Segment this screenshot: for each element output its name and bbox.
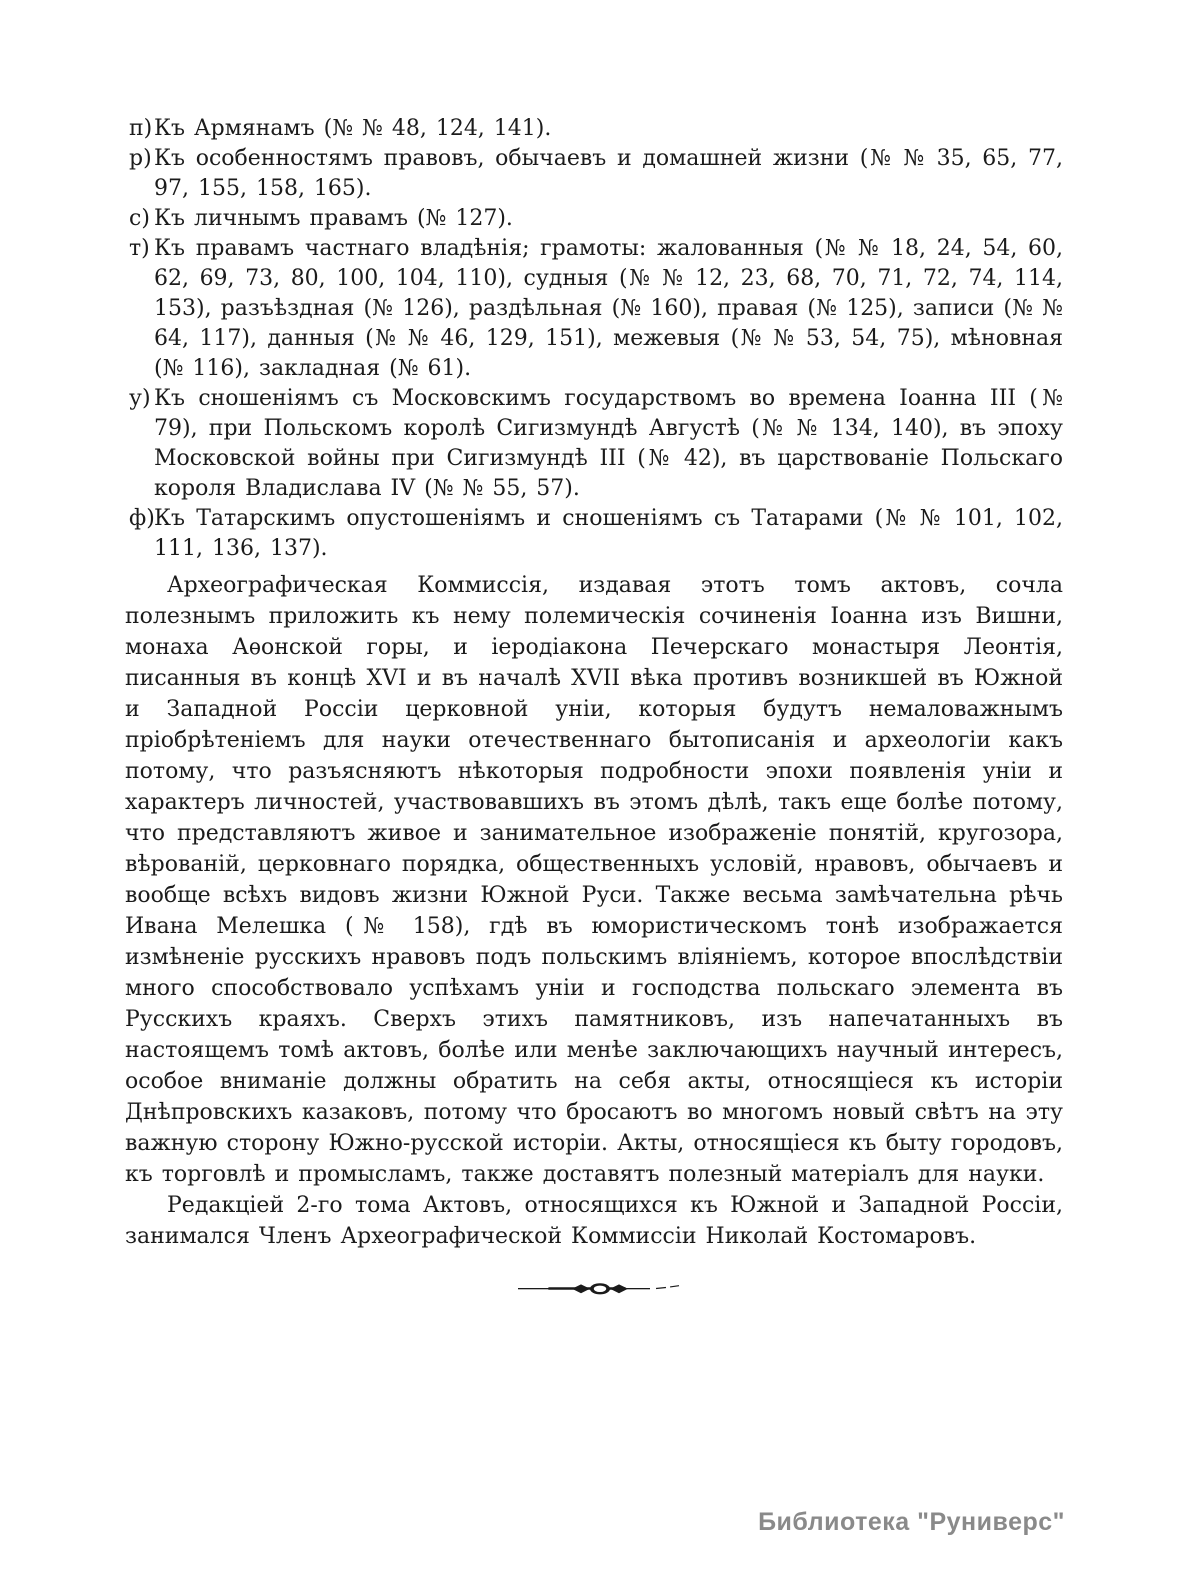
index-item (125, 384, 1063, 504)
index-item-text: Къ особенностямъ правовъ, обычаевъ и домашней жизни (№ № 35, 65, 77, 97, 155, 158, 165). (154, 146, 1063, 201)
body-paragraph: Археографическая Коммиссія, издавая этотъ томъ актовъ, сочла полезнымъ приложить къ нему полемическія сочиненія Іоанна изъ Вишни, монаха Аѳонской горы, и іеродіакона Печерскаго монастыря Леонтія, писанныя въ концѣ XVI и въ началѣ XVII вѣка противъ возникшей въ Южной и Западной Россіи церковной уніи, которыя будутъ немаловажнымъ пріобрѣтеніемъ для науки отечественнаго бытописанія и археологіи какъ потому, что разъясняютъ нѣкоторыя подробности эпохи появленія уніи и характеръ личностей, участвовавшихъ въ этомъ дѣлѣ, такъ еще болѣе потому, что представляютъ живое и занимательное изображеніе понятій, кругозора, вѣрованій, церковнаго порядка, общественныхъ условій, нравовъ, обычаевъ и вообще всѣхъ видовъ жизни Южной Руси. Также весьма замѣчательна рѣчь Ивана Мелешка (№ 158), гдѣ въ юмористическомъ тонѣ изображается измѣненіе русскихъ нравовъ подъ польскимъ вліяніемъ, которое впослѣдствіи много способствовало успѣхамъ уніи и господства польскаго элемента въ Русскихъ краяхъ. Сверхъ этихъ памятниковъ, изъ напечатанныхъ въ настоящемъ томѣ актовъ, болѣе или менѣе заключающихъ научный интересъ, особое вниманіе должны обратить на себя акты, относящіеся къ исторіи Днѣпровскихъ казаковъ, потому что бросаютъ во многомъ новый свѣтъ на эту важную сторону Южно-русской исторіи. Акты, относящіеся къ быту городовъ, къ торговлѣ и промысламъ, также доставятъ полезный матеріалъ для науки. (125, 573, 1063, 1187)
index-item-label: с) (129, 206, 150, 231)
index-item-text: Къ Армянамъ (№ № 48, 124, 141). (154, 116, 552, 141)
index-item (125, 234, 1063, 384)
index-item-label: п) (129, 116, 153, 141)
index-item (125, 114, 1063, 144)
index-item-text: Къ сношеніямъ съ Московскимъ государствомъ во времена Іоанна III (№ 79), при Польскомъ королѣ Сигизмундѣ Августѣ (№ № 134, 140), въ эпоху Московской войны при Сигизмундѣ III (№ 42), въ царствованіе Польскаго короля Владислава IV (№ № 55, 57). (154, 386, 1063, 501)
index-item-label: у) (129, 386, 151, 411)
page-content (125, 114, 1063, 1252)
index-item (125, 144, 1063, 204)
index-item-text: Къ личнымъ правамъ (№ 127). (154, 206, 513, 231)
index-item-text: Къ Татарскимъ опустошеніямъ и сношеніямъ съ Татарами (№ № 101, 102, 111, 136, 137). (154, 506, 1063, 561)
ornamental-divider-icon (512, 1278, 688, 1298)
body-paragraph: Редакціей 2-го тома Актовъ, относящихся къ Южной и Западной Россіи, занимался Членъ Археографической Коммиссіи Николай Костомаровъ. (125, 1193, 1063, 1249)
index-list (125, 114, 1063, 564)
index-item (125, 504, 1063, 564)
index-item-text: Къ правамъ частнаго владѣнія; грамоты: жалованныя (№ № 18, 24, 54, 60, 62, 69, 73, 80, 100, 104, 110), судныя (№ № 12, 23, 68, 70, 71, 72, 74, 114, 153), разъѣздная (№ 126), раздѣльная (№ 160), правая (№ 125), записи (№ № 64, 117), данныя (№ № 46, 129, 151), межевыя (№ № 53, 54, 75), мѣновная (№ 116), закладная (№ 61). (154, 236, 1063, 381)
library-watermark: Библиотека "Руниверс" (758, 1508, 1065, 1536)
index-item-label: р) (129, 146, 152, 171)
index-item-label: т) (129, 236, 150, 261)
body-paragraphs (125, 570, 1063, 1252)
index-item-label: ф) (129, 506, 155, 531)
index-item (125, 204, 1063, 234)
